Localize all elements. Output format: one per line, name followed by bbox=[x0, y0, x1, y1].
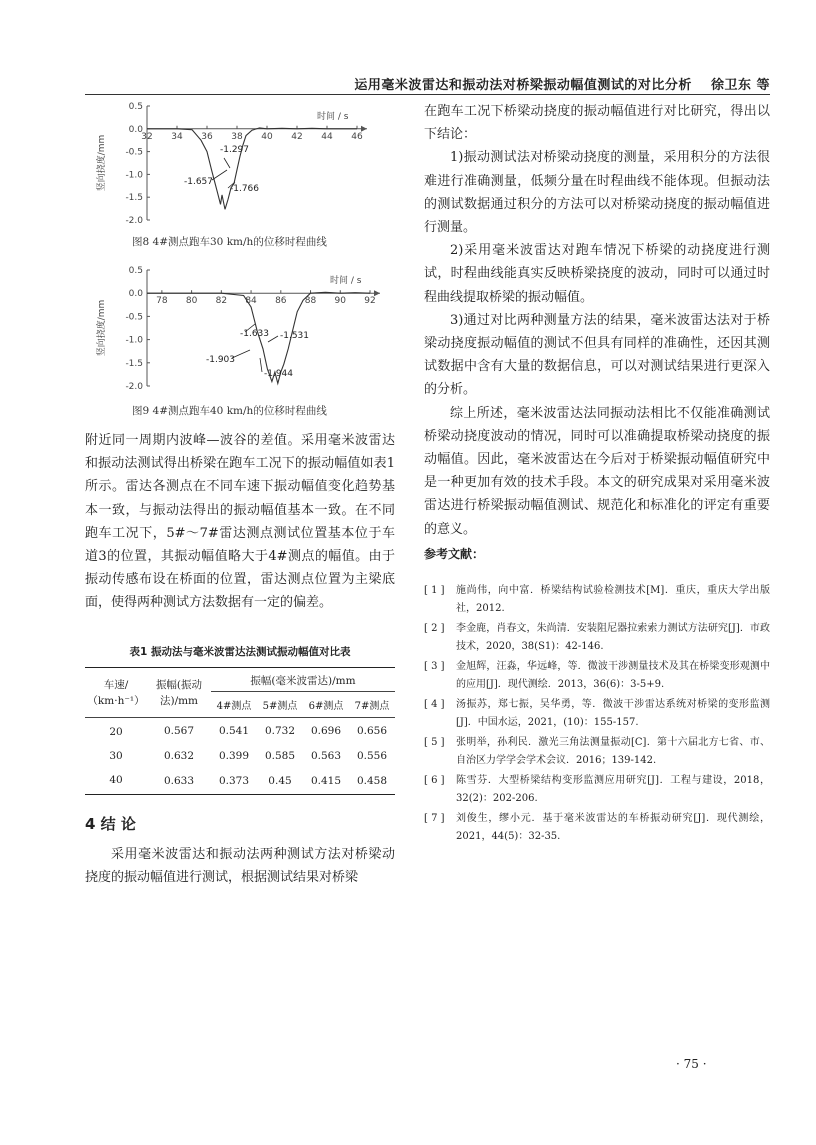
x-tick-label: 78 bbox=[156, 296, 168, 307]
col-header-radar: 振幅(毫米波雷达)/mm bbox=[211, 668, 395, 692]
sub-header-4: 4#测点 bbox=[216, 701, 252, 712]
reference-text: 汤振苏，郑七振，吴华勇，等．微波干涉雷达系统对桥梁的变形监测[J]．中国水运，2021，(10)：155-157. bbox=[456, 699, 770, 728]
reference-item bbox=[424, 772, 770, 807]
x-tick-label: 82 bbox=[215, 296, 228, 307]
table-1-caption: 表1 振动法与毫米波雷达法测试振动幅值对比表 bbox=[129, 646, 351, 658]
cell: 0.567 bbox=[163, 725, 195, 737]
cell: 0.696 bbox=[310, 725, 342, 737]
y-tick-label: 0.0 bbox=[128, 289, 143, 300]
table-row bbox=[85, 768, 395, 795]
sub-header-6: 6#测点 bbox=[308, 701, 344, 712]
reference-text: 张明举，孙利民．激光三角法测量振动[C]．第十六届北方七省、市、自治区力学学会学术会议．2016；139-142. bbox=[456, 737, 770, 766]
x-tick-label: 86 bbox=[275, 296, 287, 307]
cell: 0.633 bbox=[163, 775, 195, 787]
table-1 bbox=[85, 644, 395, 795]
sub-header-7: 7#测点 bbox=[354, 701, 390, 712]
cell: 0.458 bbox=[356, 775, 388, 787]
reference-text: 金旭辉，汪淼，华远峰，等．微波干涉测量技术及其在桥梁变形观测中的应用[J]．现代测绘．2013，36(6)：3-5+9. bbox=[456, 661, 770, 690]
x-tick-label: 44 bbox=[321, 131, 333, 142]
reference-item bbox=[424, 620, 770, 655]
y-axis-label: 竖向挠度/mm bbox=[97, 299, 107, 357]
reference-number: [ 4 ] bbox=[424, 699, 445, 710]
figure-9-caption: 图9 4#测点跑车40 km/h的位移时程曲线 bbox=[132, 405, 327, 417]
label-leader bbox=[224, 158, 230, 168]
y-tick-label: -0.5 bbox=[125, 147, 143, 158]
cell: 40 bbox=[109, 774, 123, 786]
data-label: -1.944 bbox=[264, 369, 294, 379]
x-tick-label: 40 bbox=[261, 131, 273, 142]
y-tick-label: -1.0 bbox=[125, 335, 143, 346]
page-number: · 75 · bbox=[676, 1057, 707, 1071]
y-tick-label: 0.5 bbox=[128, 266, 143, 276]
x-axis-label: 时间 / s bbox=[330, 276, 362, 287]
x-tick-label: 32 bbox=[141, 131, 153, 142]
reference-text: 刘俊生，缪小元．基于毫米波雷达的车桥振动研究[J]．现代测绘，2021，44(5)：32-35. bbox=[456, 813, 770, 842]
cell: 0.632 bbox=[163, 750, 195, 762]
table-row bbox=[85, 718, 395, 745]
label-leader bbox=[212, 170, 227, 180]
sub-header-5: 5#测点 bbox=[262, 701, 298, 712]
y-tick-label: -0.5 bbox=[125, 312, 143, 323]
reference-item bbox=[424, 582, 770, 617]
cell: 0.585 bbox=[264, 750, 296, 762]
cell: 0.541 bbox=[218, 725, 250, 737]
figure-8-caption: 图8 4#测点跑车30 km/h的位移时程曲线 bbox=[132, 236, 327, 248]
conclusion-2: 2)采用毫米波雷达对跑车情况下桥梁的动挠度进行测试，时程曲线能真实反映桥梁挠度的波动，同时可以通过时程曲线提取桥梁的振动幅值。 bbox=[424, 243, 770, 305]
summary-paragraph: 综上所述，毫米波雷达法同振动法相比不仅能准确测试桥梁动挠度波动的情况，同时可以准确提取桥梁动挠度的振动幅值。因此，毫米波雷达在今后对于桥梁振动幅值研究中是一种更加有效的技术手段。本文的研究成果对采用毫米波雷达进行桥梁振动幅值测试、规范化和标准化的评定有重要的意义。 bbox=[424, 405, 770, 537]
cell: 0.45 bbox=[268, 775, 292, 787]
cell: 0.399 bbox=[218, 750, 250, 762]
reference-number: [ 5 ] bbox=[424, 737, 445, 748]
reference-item bbox=[424, 810, 770, 845]
y-tick-label: -1.5 bbox=[125, 193, 143, 204]
col-header-vibration: 振幅(振动法)/mm bbox=[147, 668, 211, 718]
reference-item bbox=[424, 658, 770, 693]
section-4-body bbox=[85, 843, 395, 889]
y-tick-label: 0.0 bbox=[128, 124, 143, 135]
x-axis-label: 时间 / s bbox=[317, 111, 349, 122]
table-1-grid bbox=[85, 667, 395, 795]
reference-text: 李金鹿，肖春文，朱尚清．安装阻尼器拉索索力测试方法研究[J]．市政技术，2020，38(S1)：42-146. bbox=[456, 623, 770, 652]
right-body-text bbox=[424, 100, 770, 541]
label-leader bbox=[260, 358, 262, 372]
reference-text: 陈雪芬．大型桥梁结构变形监测应用研究[J]．工程与建设，2018，32(2)：202-206. bbox=[456, 775, 770, 804]
y-tick-label: -2.0 bbox=[125, 216, 143, 226]
cell: 30 bbox=[109, 750, 123, 762]
reference-number: [ 1 ] bbox=[424, 585, 445, 596]
conclusion-1: 1)振动测试法对桥梁动挠度的测量，采用积分的方法很难进行准确测量，低频分量在时程曲线不能体现。但振动法的测试数据通过积分的方法可以对桥梁动挠度的振动幅值进行测量。 bbox=[424, 150, 770, 236]
header-title: 运用毫米波雷达和振动法对桥梁振动幅值测试的对比分析 bbox=[354, 78, 692, 93]
cell: 20 bbox=[109, 726, 123, 738]
data-label: -1.531 bbox=[280, 331, 310, 341]
right-paragraph-0: 在跑车工况下桥梁动挠度的振动幅值进行对比研究，得出以下结论： bbox=[424, 104, 770, 143]
left-body-text bbox=[85, 429, 395, 615]
reference-text: 施尚伟，向中富．桥梁结构试验检测技术[M]．重庆，重庆大学出版社，2012. bbox=[456, 585, 770, 614]
x-tick-label: 42 bbox=[291, 131, 303, 142]
label-leader bbox=[232, 350, 250, 358]
x-tick-label: 88 bbox=[304, 296, 317, 307]
header-authors: 徐卫东 等 bbox=[710, 78, 770, 93]
y-tick-label: -2.0 bbox=[125, 382, 143, 392]
x-tick-label: 90 bbox=[334, 296, 346, 307]
x-tick-label: 46 bbox=[351, 131, 363, 142]
reference-number: [ 6 ] bbox=[424, 775, 445, 786]
x-tick-label: 80 bbox=[185, 296, 198, 307]
left-paragraph-1: 附近同一周期内波峰—波谷的差值。采用毫米波雷达和振动法测试得出桥梁在跑车工况下的振动幅值如表1所示。雷达各测点在不同车速下振动幅值变化趋势基本一致，与振动法得出的振动幅值基本一致。在不同跑车工况下，5#～7#雷达测点测试位置基本位于车道3的位置，其振动幅值略大于4#测点的幅值。由于振动传感布设在桥面的位置，雷达测点位置为主梁底面，使得两种测试方法数据有一定的偏差。 bbox=[85, 433, 395, 611]
reference-number: [ 3 ] bbox=[424, 661, 445, 672]
x-tick-label: 84 bbox=[245, 296, 257, 307]
references-list bbox=[424, 582, 770, 848]
y-axis-label: 竖向挠度/mm bbox=[97, 134, 107, 192]
cell: 0.656 bbox=[356, 725, 388, 737]
data-label: -1.903 bbox=[206, 355, 236, 365]
cell: 0.415 bbox=[310, 775, 342, 787]
reference-number: [ 2 ] bbox=[424, 623, 445, 634]
data-label: -1.657 bbox=[184, 177, 214, 187]
data-label: -1.766 bbox=[230, 184, 260, 194]
x-tick-label: 92 bbox=[364, 296, 376, 307]
x-tick-label: 34 bbox=[171, 131, 183, 142]
conclusion-3: 3)通过对比两种测量方法的结果，毫米波雷达法对于桥梁动挠度振动幅值的测试不但具有同样的准确性，还因其测试数据中含有大量的数据信息，可以对测试结果进行更深入的分析。 bbox=[424, 312, 770, 398]
cell: 0.556 bbox=[356, 750, 388, 762]
col-header-speed: 车速/（km·h⁻¹） bbox=[85, 668, 147, 718]
reference-item bbox=[424, 696, 770, 731]
y-tick-label: 0.5 bbox=[128, 102, 143, 112]
references-title: 参考文献： bbox=[424, 547, 485, 561]
y-tick-label: -1.5 bbox=[125, 358, 143, 369]
reference-number: [ 7 ] bbox=[424, 813, 445, 824]
section-4-paragraph: 采用毫米波雷达和振动法两种测试方法对桥梁动挠度的振动幅值进行测试，根据测试结果对桥梁 bbox=[85, 847, 395, 886]
running-header bbox=[300, 74, 770, 93]
section-4-title: 4 结 论 bbox=[85, 815, 136, 833]
cell: 0.373 bbox=[218, 775, 250, 787]
x-tick-label: 36 bbox=[201, 131, 213, 142]
table-row bbox=[85, 744, 395, 768]
reference-item bbox=[424, 734, 770, 769]
cell: 0.732 bbox=[264, 725, 296, 737]
figure-9-chart bbox=[92, 262, 392, 404]
y-tick-label: -1.0 bbox=[125, 170, 143, 181]
data-label: -1.297 bbox=[220, 145, 250, 155]
label-leader bbox=[268, 336, 278, 342]
figure-8-chart bbox=[92, 98, 382, 238]
data-label: -1.633 bbox=[240, 329, 270, 339]
header-rule bbox=[85, 94, 770, 95]
cell: 0.563 bbox=[310, 750, 342, 762]
x-tick-label: 38 bbox=[231, 131, 243, 142]
